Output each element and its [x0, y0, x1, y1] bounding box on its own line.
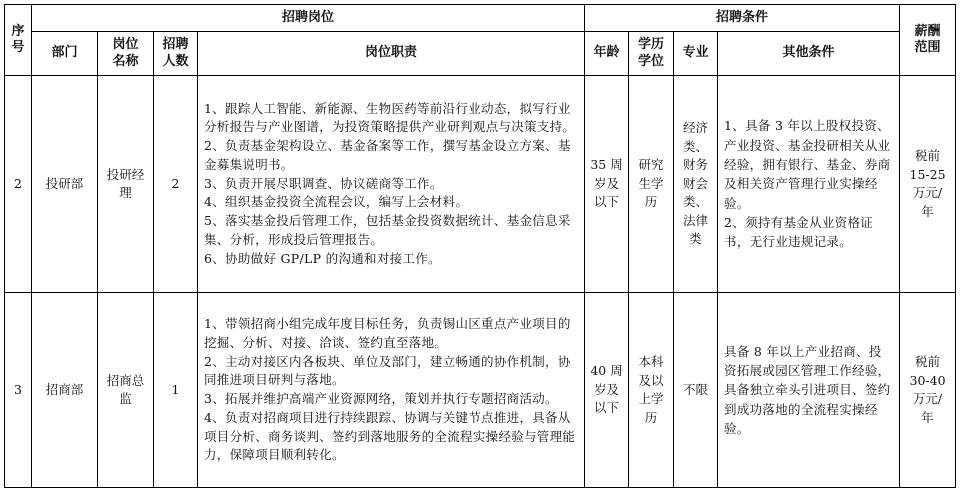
duty-item: 2、负责基金架构设立、基金备案等工作，撰写基金设立方案、基金募集说明书。 — [204, 138, 571, 172]
row-age: 40 周 岁及 以下 — [585, 293, 629, 488]
header-position-title: 岗位 名称 — [98, 32, 154, 76]
duty-item: 1、带领招商小组完成年度目标任务，负责锡山区重点产业项目的挖掘、分析、对接、洽谈、签约直至落地。 — [204, 316, 571, 350]
row-position-title: 招商总 监 — [98, 293, 154, 488]
row-other-conditions — [718, 293, 900, 488]
recruitment-table — [4, 4, 956, 488]
row-serial-no: 2 — [5, 76, 32, 293]
row-education: 研究 生学 历 — [629, 76, 674, 293]
duty-item: 4、负责对招商项目进行持续跟踪、协调与关键节点推进，具备从项目分析、商务谈判、签约到落地服务的全流程实操经验与管理能力，保障项目顺利转化。 — [204, 409, 576, 463]
duty-item: 2、主动对接区内各板块、单位及部门，建立畅通的协作机制，协同推进项目研判与落地。 — [204, 353, 571, 388]
duty-item: 6、协助做好 GP/LP 的沟通和对接工作。 — [204, 250, 441, 266]
table-row — [5, 293, 956, 488]
condition-item: 2、须持有基金从业资格证书，无行业违规记录。 — [724, 215, 874, 250]
row-salary: 税前 30-40 万元/ 年 — [900, 293, 956, 488]
duty-item: 4、组织基金投资全流程会议，编写上会材料。 — [204, 194, 469, 210]
row-department: 招商部 — [32, 293, 98, 488]
condition-item: 具备 8 年以上产业招商、投资拓展或园区管理工作经验，具备独立牵头引进项目、签约到成功落地的全流程实操经验。 — [724, 343, 891, 437]
row-age: 35 周 岁及 以下 — [585, 76, 629, 293]
header-age: 年龄 — [585, 32, 629, 76]
table-row — [5, 76, 956, 293]
duty-item: 5、落实基金投后管理工作，包括基金投资数据统计、基金信息采集、分析，形成投后管理报告。 — [204, 213, 571, 247]
header-duties: 岗位职责 — [198, 32, 585, 76]
header-headcount: 招聘 人数 — [154, 32, 198, 76]
row-major: 经济 类、 财务 财会 类、 法律 类 — [674, 76, 718, 293]
row-duties — [198, 76, 585, 293]
header-position-group: 招聘岗位 — [32, 5, 585, 32]
row-serial-no: 3 — [5, 293, 32, 488]
row-other-conditions — [718, 76, 900, 293]
header-condition-group: 招聘条件 — [585, 5, 900, 32]
row-department: 投研部 — [32, 76, 98, 293]
duty-item: 3、拓展并维护高端产业资源网络，策划并执行专题招商活动。 — [204, 391, 558, 406]
header-education: 学历 学位 — [629, 32, 674, 76]
row-headcount: 2 — [154, 76, 198, 293]
header-salary: 薪酬 范围 — [900, 5, 956, 76]
header-other-conditions: 其他条件 — [718, 32, 900, 76]
header-department: 部门 — [32, 32, 98, 76]
row-education: 本科 及以 上学 历 — [629, 293, 674, 488]
row-headcount: 1 — [154, 293, 198, 488]
header-major: 专业 — [674, 32, 718, 76]
row-major: 不限 — [674, 293, 718, 488]
duty-item: 1、跟踪人工智能、新能源、生物医药等前沿行业动态，拟写行业分析报告与产业图谱，为投资策略提供产业研判观点与决策支持。 — [204, 100, 576, 135]
row-duties — [198, 293, 585, 488]
row-position-title: 投研经 理 — [98, 76, 154, 293]
duty-item: 3、负责开展尽职调查、协议磋商等工作。 — [204, 175, 443, 191]
condition-item: 1、具备 3 年以上股权投资、产业投资、基金投研相关从业经验，拥有银行、基金、券商及相关资产管理行业实操经验。 — [724, 118, 891, 211]
header-serial-no: 序 号 — [5, 5, 32, 76]
row-salary: 税前 15-25 万元/ 年 — [900, 76, 956, 293]
